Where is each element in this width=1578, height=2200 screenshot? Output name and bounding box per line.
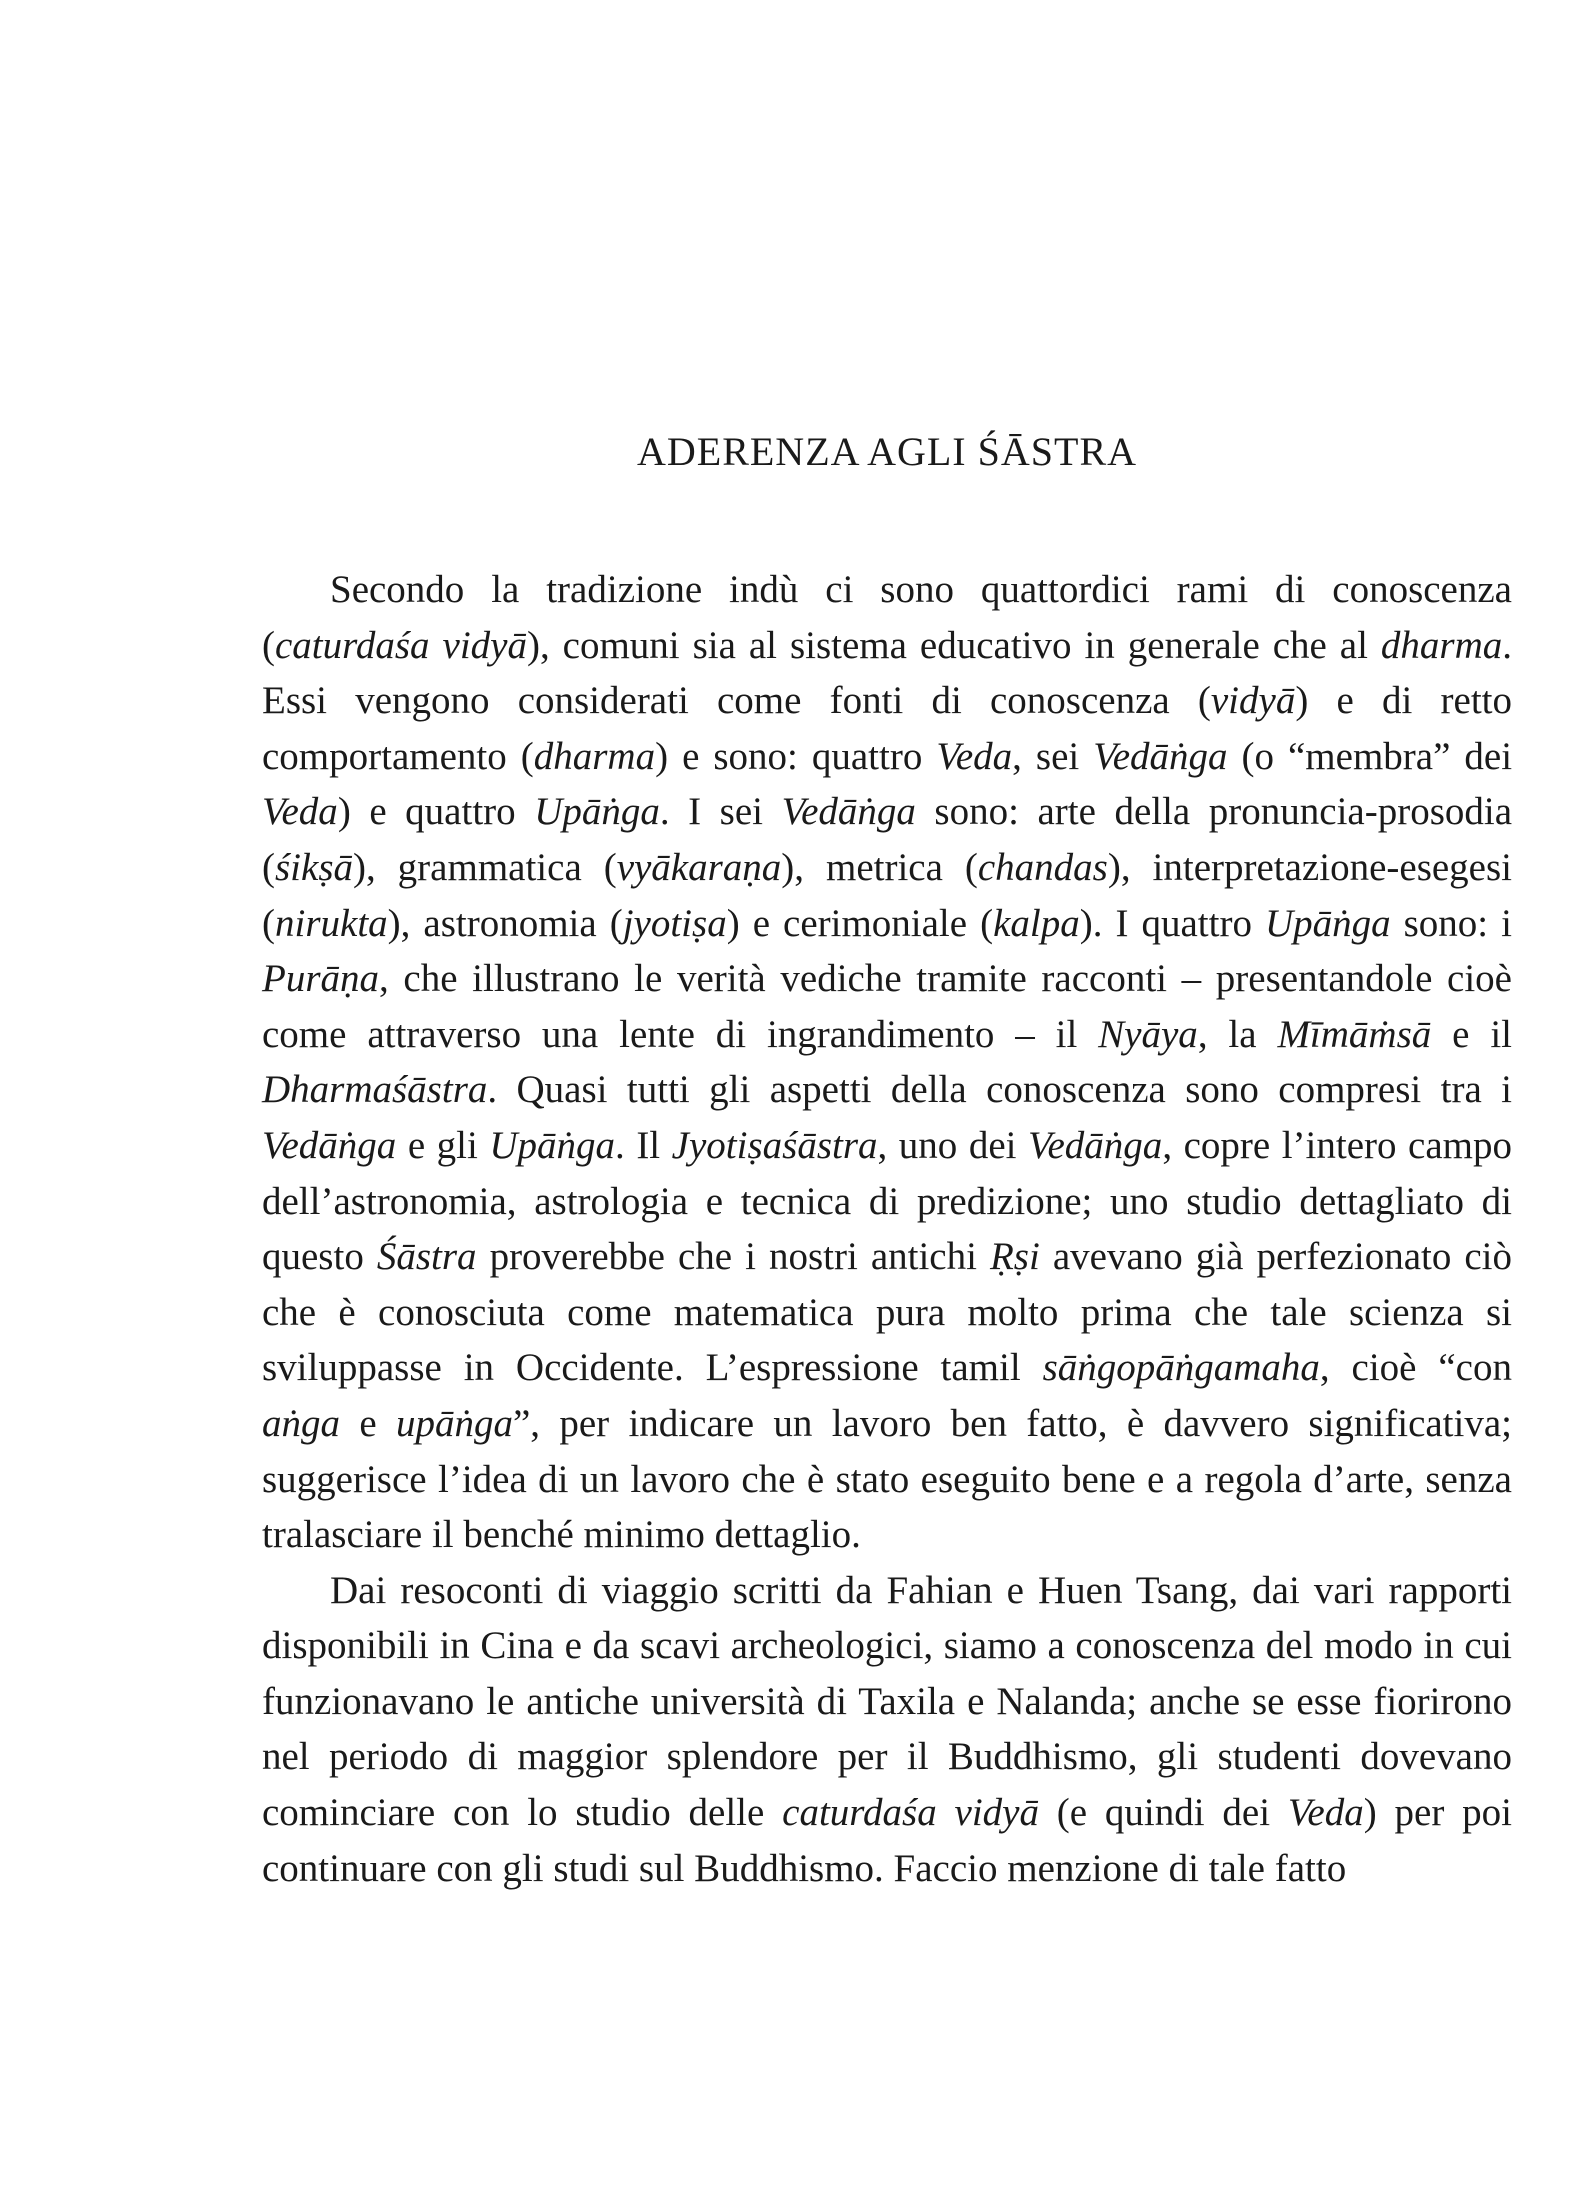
text-run: ), comuni sia al sistema educativo in generale che al bbox=[526, 623, 1381, 667]
italic-term: Mīmāṁsā bbox=[1277, 1012, 1432, 1056]
italic-term: Jyotiṣaśāstra bbox=[671, 1123, 878, 1167]
text-run: ). I quattro bbox=[1079, 901, 1265, 945]
italic-term: Upāṅga bbox=[489, 1123, 616, 1167]
italic-term: Upāṅga bbox=[1264, 901, 1391, 945]
text-run: , la bbox=[1197, 1012, 1278, 1056]
text-run: e gli bbox=[396, 1123, 490, 1167]
paragraph-2 bbox=[262, 1563, 1512, 1897]
italic-term: Vedāṅga bbox=[1093, 734, 1228, 778]
text-run: ), interpretazione-esegesi ( bbox=[262, 845, 1512, 945]
text-run: , uno dei bbox=[877, 1123, 1028, 1167]
text-run: ”, per indicare un lavoro ben fatto, è davvero significativa; suggerisce l’idea di un lavoro che è stato eseguito bene e a regola d’arte, senza tralasciare il benché minimo dettaglio. bbox=[262, 1401, 1513, 1557]
italic-term: Vedāṅga bbox=[781, 790, 916, 834]
italic-term: chandas bbox=[977, 845, 1108, 889]
text-run: Secondo la tradizione indù ci sono quattordici rami di conoscenza ( bbox=[262, 568, 1512, 667]
italic-term: nirukta bbox=[275, 901, 388, 945]
italic-term: sāṅgopāṅgamaha bbox=[1042, 1346, 1320, 1390]
italic-term: Veda bbox=[936, 734, 1013, 778]
text-run: ) e quattro bbox=[337, 790, 535, 834]
text-run: , che illustrano le verità vediche tramite racconti – presentandole cioè come attraverso una lente di ingrandimento – il bbox=[262, 957, 1512, 1056]
text-run: (e quindi dei bbox=[1038, 1791, 1288, 1835]
italic-term: śikṣā bbox=[275, 845, 353, 889]
text-run: ) per poi continuare con gli studi sul Buddhismo. Faccio menzione di tale fatto bbox=[262, 1791, 1512, 1890]
text-run: ) e di retto comportamento ( bbox=[262, 679, 1512, 778]
italic-term: jyotiṣa bbox=[622, 901, 727, 945]
italic-term: upāṅga bbox=[395, 1401, 513, 1445]
text-run: , cioè “con bbox=[1319, 1346, 1512, 1390]
text-run: ), grammatica ( bbox=[353, 845, 617, 889]
body-text bbox=[262, 562, 1512, 1896]
text-run: ), astronomia ( bbox=[387, 901, 623, 945]
text-run: ) e sono: quattro bbox=[655, 734, 937, 778]
text-run: , sei bbox=[1012, 734, 1094, 778]
text-run: Dai resoconti di viaggio scritti da Fahian e Huen Tsang, dai vari rapporti disponibili in Cina e da scavi archeologici, siamo a conoscenza del modo in cui funzionavano le antiche università di Taxila e Nalanda; anche se esse fiorirono nel periodo di maggior splendore per il Buddhismo, gli studenti dovevano cominciare con lo studio delle bbox=[262, 1568, 1512, 1835]
italic-term: Ṛṣi bbox=[989, 1235, 1040, 1279]
italic-term: Upāṅga bbox=[534, 790, 660, 834]
text-run: proverebbe che i nostri antichi bbox=[476, 1235, 990, 1279]
text-run: e il bbox=[1431, 1012, 1512, 1056]
text-run: . Essi vengono considerati come fonti di conoscenza ( bbox=[262, 623, 1512, 723]
italic-term: Purāṇa bbox=[262, 957, 379, 1001]
italic-term: vidyā bbox=[1210, 679, 1296, 723]
paragraph-1 bbox=[262, 562, 1512, 1563]
italic-term: caturdaśa vidyā bbox=[275, 623, 527, 667]
italic-term: Veda bbox=[262, 790, 338, 834]
italic-term: dharma bbox=[533, 734, 656, 778]
text-run: . Quasi tutti gli aspetti della conoscenza sono compresi tra i bbox=[487, 1068, 1512, 1112]
italic-term: Veda bbox=[1287, 1791, 1364, 1835]
italic-term: Dharmaśāstra bbox=[262, 1068, 488, 1112]
italic-term: Vedāṅga bbox=[1028, 1123, 1163, 1167]
text-run: sono: i bbox=[1390, 901, 1512, 945]
text-run: ), metrica ( bbox=[781, 845, 978, 889]
text-run: sono: arte della pronuncia-prosodia ( bbox=[262, 790, 1513, 889]
text-run: , copre l’intero campo dell’astronomia, astrologia e tecnica di predizione; uno studio dettagliato di questo bbox=[262, 1123, 1512, 1279]
text-run: ) e cerimoniale ( bbox=[726, 901, 994, 945]
text-run: e bbox=[340, 1401, 396, 1445]
text-run: avevano già perfezionato ciò che è conosciuta come matematica pura molto prima che tale scienza si sviluppasse in Occidente. L’espressione tamil bbox=[262, 1235, 1513, 1390]
italic-term: aṅga bbox=[262, 1401, 340, 1445]
italic-term: Śāstra bbox=[376, 1235, 477, 1279]
text-run: (o “membra” dei bbox=[1227, 734, 1513, 778]
chapter-title: ADERENZA AGLI ŚĀSTRA bbox=[636, 429, 1138, 474]
text-run: . I sei bbox=[659, 790, 782, 834]
text-run: . Il bbox=[615, 1123, 672, 1167]
italic-term: Nyāya bbox=[1098, 1012, 1198, 1056]
italic-term: dharma bbox=[1380, 623, 1503, 667]
italic-term: vyākaraṇa bbox=[616, 845, 782, 889]
italic-term: Vedāṅga bbox=[262, 1123, 397, 1167]
italic-term: kalpa bbox=[993, 901, 1080, 945]
italic-term: caturdaśa vidyā bbox=[782, 1791, 1039, 1835]
